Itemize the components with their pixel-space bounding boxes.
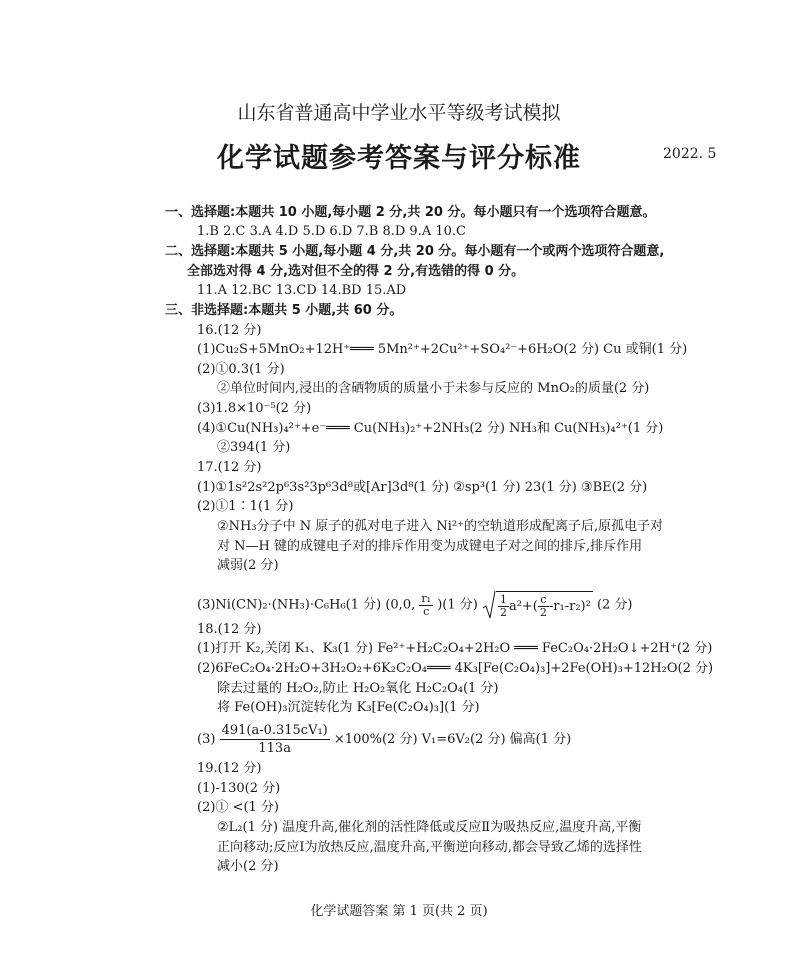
answer-line-q17: 17.(12 分)	[197, 460, 262, 475]
q17-3-part-b: )(1 分)	[437, 597, 478, 613]
answer-line-q16-1: (1)Cu₂S+5MnO₂+12H⁺═══ 5Mn²⁺+2Cu²⁺+SO₄²⁻+6H₂O(2 分) Cu 或铜(1 分)	[197, 342, 688, 357]
answer-line-q18-3	[197, 722, 571, 757]
answer-line-q19-2c: 正向移动;反应Ⅰ为放热反应,温度升高,平衡逆向移动,都会导致乙烯的选择性	[217, 840, 642, 855]
q17-3-part-a: (3)Ni(CN)₂·(NH₃)·C₆H₆(1 分) (0,0,	[197, 597, 416, 613]
q18-3-part-a: (3)	[197, 732, 216, 747]
answer-line-q18: 18.(12 分)	[197, 622, 262, 637]
doc-subtitle: 山东省普通高中学业水平等级考试模拟	[237, 102, 561, 124]
sqrt-a: a²+(	[508, 599, 538, 614]
answer-line-q16: 16.(12 分)	[197, 323, 262, 338]
half-fraction	[498, 594, 509, 619]
answer-line-q16-2b: ②单位时间内,浸出的含硒物质的质量小于未参与反应的 MnO₂的质量(2 分)	[217, 381, 650, 396]
inner-num: c	[538, 594, 549, 607]
answer-line-q17-2: (2)①1∶1(1 分)	[197, 499, 294, 514]
q18-3-num: 491(a-0.315cV₁)	[221, 723, 328, 738]
answer-line-q19-2b: ②L₂(1 分) 温度升高,催化剂的活性降低或反应Ⅱ为吸热反应,温度升高,平衡	[217, 820, 642, 835]
answer-line-q17-2d: 减弱(2 分)	[217, 558, 279, 573]
answer-line-q16-2: (2)①0.3(1 分)	[197, 362, 285, 377]
answer-line-q18-2: (2)6FeC₂O₄·2H₂O+3H₂O₂+6K₂C₂O₄═══ 4K₃[Fe(C₂O₄)₃]+2Fe(OH)₃+12H₂O(2 分)	[197, 661, 714, 676]
answer-line-q18-2c: 将 Fe(OH)₃沉淀转化为 K₃[Fe(C₂O₄)₃](1 分)	[217, 700, 480, 715]
doc-title: 化学试题参考答案与评分标准	[217, 143, 581, 174]
half-num: 1	[499, 593, 507, 606]
sqrt-radicand	[496, 591, 593, 619]
answer-line-s2b: 全部选对得 4 分,选对但不全的得 2 分,有选错的得 0 分。	[187, 264, 525, 279]
answer-line-q17-3	[197, 590, 633, 620]
answer-line-s2a: 11.A 12.BC 13.CD 14.BD 15.AD	[197, 283, 407, 298]
answer-line-s1: 一、选择题:本题共 10 小题,每小题 2 分,共 20 分。每小题只有一个选项符合题意。	[165, 205, 656, 220]
sqrt-sign-icon	[482, 590, 496, 620]
answer-line-s2: 二、选择题:本题共 5 小题,每小题 4 分,共 20 分。每小题有一个或两个选项符合题意,	[165, 244, 665, 259]
answer-line-s1a: 1.B 2.C 3.A 4.D 5.D 6.D 7.B 8.D 9.A 10.C	[197, 224, 466, 239]
frac-den: c	[423, 604, 430, 618]
answer-line-q19-1: (1)-130(2 分)	[197, 781, 281, 796]
sqrt-b: -r₁-r₂)²	[548, 599, 591, 614]
answer-line-q16-3: (3)1.8×10⁻⁵(2 分)	[197, 401, 312, 416]
page-footer: 化学试题答案 第 1 页(共 2 页)	[310, 904, 488, 919]
answer-line-q17-2b: ②NH₃分子中 N 原子的孤对电子进入 Ni²⁺的空轨道形成配离子后,原孤电子对	[217, 519, 664, 534]
answer-line-q18-1: (1)打开 K₂,关闭 K₁、K₃(1 分) Fe²⁺+H₂C₂O₄+2H₂O ═══ FeC₂O₄·2H₂O↓+2H⁺(2 分)	[197, 641, 713, 656]
q18-3-fraction	[220, 722, 330, 757]
answer-line-q16-4: (4)①Cu(NH₃)₄²⁺+e⁻═══ Cu(NH₃)₂⁺+2NH₃(2 分) NH₃和 Cu(NH₃)₄²⁺(1 分)	[197, 421, 664, 436]
q18-3-part-b: ×100%(2 分) V₁=6V₂(2 分) 偏高(1 分)	[333, 732, 572, 747]
answer-line-s3: 三、非选择题:本题共 5 小题,共 60 分。	[165, 303, 403, 318]
sqrt-expression	[482, 590, 593, 620]
answer-line-q19-2: (2)① <(1 分)	[197, 800, 279, 815]
q17-3-fraction	[419, 593, 433, 618]
doc-date: 2022. 5	[663, 146, 717, 162]
answer-line-q17-1: (1)①1s²2s²2p⁶3s²3p⁶3d⁸或[Ar]3d⁸(1 分) ②sp³(1 分) 23(1 分) ③BE(2 分)	[197, 480, 648, 495]
inner-den: 2	[539, 606, 547, 619]
answer-line-q17-2c: 对 N—H 键的成键电子对的排斥作用变为成键电子对之间的排斥,排斥作用	[217, 539, 643, 554]
half-den: 2	[499, 606, 507, 619]
answer-line-q19: 19.(12 分)	[197, 761, 262, 776]
q18-3-den: 113a	[258, 741, 291, 756]
frac-num: r₁	[421, 591, 432, 605]
q17-3-part-c: (2 分)	[596, 597, 633, 613]
sqrt-inner-fraction	[538, 594, 549, 619]
answer-line-q16-4b: ②394(1 分)	[217, 440, 291, 455]
answer-line-q19-2d: 减小(2 分)	[217, 859, 279, 874]
answer-line-q18-2b: 除去过量的 H₂O₂,防止 H₂O₂氧化 H₂C₂O₄(1 分)	[217, 681, 499, 696]
